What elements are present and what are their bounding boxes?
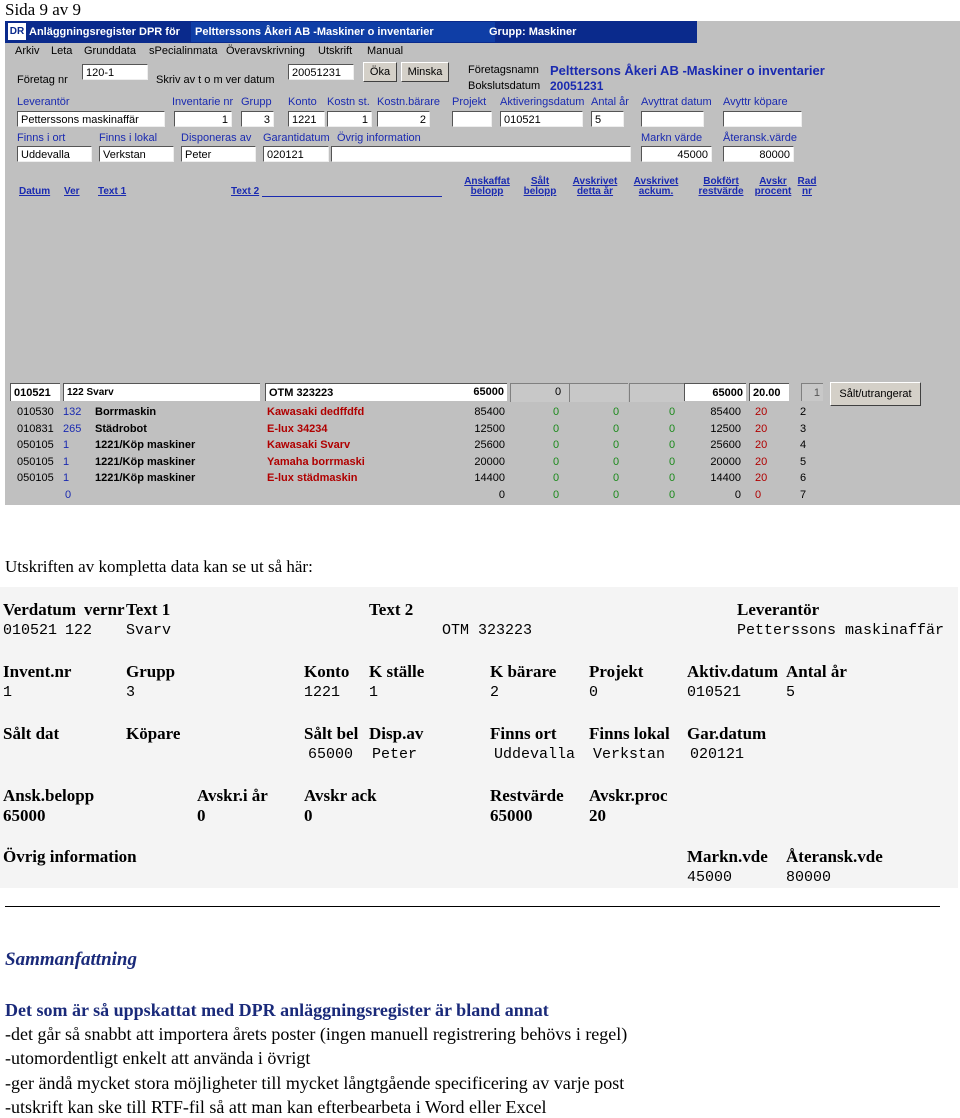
cell-avackum: 0 — [669, 422, 676, 435]
cell-salt: 0 — [553, 406, 560, 418]
edit-procent[interactable]: 20.00 — [749, 383, 789, 401]
cell-salt: 0 — [553, 422, 560, 435]
bokslutsdatum-label: Bokslutsdatum — [468, 80, 541, 92]
antal-ar-label: Antal år — [591, 96, 629, 108]
antal-ar-field[interactable]: 5 — [591, 111, 624, 127]
table-row[interactable] — [5, 487, 960, 503]
edit-ver-text1[interactable]: 122 Svarv — [63, 383, 260, 401]
cell-rad: 3 — [800, 422, 807, 435]
salt-utrangerat-button[interactable]: Sålt/utrangerat — [830, 382, 921, 406]
cell-salt: 0 — [553, 439, 560, 451]
cell-text2: E-lux 34234 — [267, 422, 328, 435]
cell-text2: Yamaha borrmaski — [267, 455, 365, 468]
p-leverantor-h: Leverantör — [737, 600, 820, 619]
window-company: Peltterssons Åkeri AB -Maskiner o inventarier — [195, 26, 434, 38]
p-ovrig-h: Övrig information — [3, 847, 137, 866]
skriv-input[interactable]: 20051231 — [288, 64, 354, 80]
summary-line: -ger ändå mycket stora möjligheter till mycket långtgående specificering av varje post — [5, 1073, 625, 1093]
p-text2-h: Text 2 — [369, 600, 414, 619]
p-dispav-h: Disp.av — [369, 724, 424, 743]
cell-bokf: 20000 — [710, 455, 741, 468]
col-salt: Sålt belopp — [523, 176, 557, 197]
cell-ansk: 14400 — [474, 472, 505, 484]
p-avskrack-h: Avskr ack — [304, 786, 377, 805]
p-ateransk-h: Återansk.vde — [786, 847, 883, 866]
cell-avdetta: 0 — [613, 422, 620, 435]
kostn-barare-field[interactable]: 2 — [377, 111, 430, 127]
cell-rad: 2 — [800, 406, 807, 418]
cell-ansk: 20000 — [474, 455, 505, 468]
p-avskriar-h: Avskr.i år — [197, 786, 268, 805]
cell-bokf: 12500 — [710, 422, 741, 435]
oka-button[interactable]: Öka — [363, 62, 397, 82]
inventarie-field[interactable]: 1 — [174, 111, 232, 127]
col-anskaffat: Anskaffat belopp — [464, 176, 510, 197]
window-title: Anläggningsregister DPR för — [29, 26, 180, 38]
minska-button[interactable]: Minska — [401, 62, 449, 82]
p-finnslokal-v: Verkstan — [593, 746, 666, 763]
edit-datum[interactable]: 010521 — [10, 383, 60, 401]
cell-salt: 0 — [553, 472, 560, 484]
avyttr-kopare-field[interactable] — [723, 111, 802, 127]
markn-varde-label: Markn värde — [641, 132, 703, 144]
p-avskrproc-h: Avskr.proc — [589, 786, 668, 805]
table-row[interactable] — [5, 470, 960, 486]
p-leverantor-v: Petterssons maskinaffär — [737, 622, 945, 639]
cell-ansk: 0 — [498, 488, 505, 501]
cell-bokf: 0 — [734, 488, 741, 501]
p-markn-v: 45000 — [687, 869, 733, 886]
table-row[interactable] — [5, 404, 960, 420]
app-window — [5, 21, 960, 505]
cell-avdetta: 0 — [613, 455, 620, 468]
kostn-st-label: Kostn st. — [327, 96, 370, 108]
cell-ver: 0 — [65, 488, 72, 501]
cell-text1: Städrobot — [95, 422, 147, 435]
p-projekt-v: 0 — [589, 684, 599, 701]
p-invent-h: Invent.nr — [3, 662, 72, 681]
cell-ansk: 25600 — [474, 439, 505, 451]
grupp-field[interactable]: 3 — [241, 111, 274, 127]
cell-text2: E-lux städmaskin — [267, 472, 358, 484]
col-datum: Datum — [19, 186, 51, 197]
konto-field[interactable]: 1221 — [288, 111, 325, 127]
leverantor-label: Leverantör — [17, 96, 70, 108]
cell-avdetta: 0 — [613, 406, 620, 418]
cell-avackum: 0 — [669, 455, 676, 468]
edit-text2[interactable]: OTM 323223 — [265, 383, 507, 401]
projekt-label: Projekt — [452, 96, 487, 108]
menu-grunddata[interactable]: Grunddata — [84, 45, 136, 57]
cell-ansk: 12500 — [474, 422, 505, 435]
p-finnslokal-h: Finns lokal — [589, 724, 670, 743]
cell-text2: Kawasaki dedffdfd — [267, 406, 365, 418]
p-avskrproc-v: 20 — [589, 806, 606, 825]
edit-rad: 1 — [801, 383, 823, 401]
aktiveringsdatum-label: Aktiveringsdatum — [500, 96, 585, 108]
col-text1: Text 1 — [98, 186, 127, 197]
window-group: Grupp: Maskiner — [489, 26, 577, 38]
printout-sample — [0, 587, 958, 888]
cell-salt: 0 — [553, 455, 560, 468]
p-aktiv-v: 010521 — [687, 684, 742, 701]
cell-text1: 1221/Köp maskiner — [95, 439, 196, 451]
p-ateransk-v: 80000 — [786, 869, 832, 886]
markn-varde-field[interactable]: 45000 — [641, 146, 712, 162]
cell-bokf: 25600 — [710, 439, 741, 451]
cell-datum: 050105 — [17, 455, 54, 468]
cell-bokf: 14400 — [710, 472, 741, 484]
cell-proc: 20 — [755, 422, 768, 435]
caption: Utskriften av kompletta data kan se ut så här: — [5, 557, 313, 576]
cell-datum: 050105 — [17, 472, 54, 484]
summary-heading: Sammanfattning — [5, 949, 137, 970]
projekt-field[interactable] — [452, 111, 492, 127]
finns-ort-label: Finns i ort — [17, 132, 66, 144]
p-invent-v: 1 — [3, 684, 13, 701]
cell-proc: 0 — [755, 488, 762, 501]
col-avskrivet-detta: Avskrivet detta år — [572, 176, 618, 197]
foretag-label: Företag nr — [17, 74, 68, 86]
aktiveringsdatum-field[interactable]: 010521 — [500, 111, 583, 127]
cell-text1: 1221/Köp maskiner — [95, 455, 196, 468]
cell-ver: 1 — [63, 439, 70, 451]
table-row[interactable] — [5, 454, 960, 470]
leverantor-field[interactable]: Petterssons maskinaffär — [17, 111, 165, 127]
cell-ver: 265 — [63, 422, 82, 435]
summary-lead: Det som är så uppskattat med DPR anläggningsregister är bland annat — [5, 1000, 549, 1020]
p-avskrack-v: 0 — [304, 806, 313, 825]
summary-line: -utomordentligt enkelt att använda i övrigt — [5, 1048, 311, 1068]
menu-leta[interactable]: Leta — [51, 45, 73, 57]
menu-manual[interactable]: Manual — [367, 45, 404, 57]
garantidatum-field[interactable]: 020121 — [263, 146, 329, 162]
divider — [5, 906, 940, 907]
app-icon: DR — [8, 23, 26, 40]
edit-anskaffat[interactable]: 65000 — [473, 386, 504, 398]
p-ansk-h: Ansk.belopp — [3, 786, 95, 805]
foretagsnamn-label: Företagsnamn — [468, 64, 539, 76]
grupp-label: Grupp — [241, 96, 272, 108]
avyttr-kopare-label: Avyttr köpare — [723, 96, 788, 108]
cell-rad: 6 — [800, 472, 807, 484]
p-antal-v: 5 — [786, 684, 796, 701]
avyttrat-datum-field[interactable] — [641, 111, 704, 127]
foretag-input[interactable]: 120-1 — [82, 64, 148, 80]
menu-utskrift[interactable]: Utskrift — [318, 45, 353, 57]
cell-proc: 20 — [755, 439, 768, 451]
ateransk-varde-label: Återansk.värde — [723, 132, 797, 144]
cell-text1: Borrmaskin — [95, 406, 157, 418]
menu-specialinmata[interactable]: sPecialinmata — [149, 45, 218, 57]
p-saltbel-v: 65000 — [308, 746, 354, 763]
inventarie-label: Inventarie nr — [172, 96, 234, 108]
cell-ver: 132 — [63, 406, 82, 418]
p-grupp-v: 3 — [126, 684, 136, 701]
foretagsnamn-value: Pelttersons Åkeri AB -Maskiner o inventarier — [550, 63, 825, 78]
cell-avackum: 0 — [669, 472, 676, 484]
finns-ort-field[interactable]: Uddevalla — [17, 146, 92, 162]
p-vernr-v: 122 — [65, 622, 93, 639]
cell-rad: 4 — [800, 439, 807, 451]
cell-proc: 20 — [755, 406, 768, 418]
table-row[interactable] — [5, 437, 960, 453]
p-antal-h: Antal år — [786, 662, 847, 681]
disponeras-av-label: Disponeras av — [181, 132, 252, 144]
cell-avackum: 0 — [669, 439, 676, 451]
cell-avdetta: 0 — [613, 488, 620, 501]
col-text2: Text 2 — [231, 186, 260, 197]
menu-arkiv[interactable]: Arkiv — [15, 45, 40, 57]
avyttrat-datum-label: Avyttrat datum — [641, 96, 712, 108]
p-finnsort-v: Uddevalla — [494, 746, 576, 763]
p-avskriar-v: 0 — [197, 806, 206, 825]
cell-datum: 050105 — [17, 439, 54, 451]
p-konto-v: 1221 — [304, 684, 341, 701]
p-kbarare-v: 2 — [490, 684, 500, 701]
p-gardatum-v: 020121 — [690, 746, 745, 763]
cell-datum: 010530 — [17, 406, 54, 418]
cell-ver: 1 — [63, 472, 70, 484]
col-avskr-proc: Avskr procent — [754, 176, 792, 197]
cell-avdetta: 0 — [613, 472, 620, 484]
p-kstalle-v: 1 — [369, 684, 379, 701]
p-finnsort-h: Finns ort — [490, 724, 557, 743]
p-kopare-h: Köpare — [126, 724, 181, 743]
skriv-label: Skriv av t o m ver datum — [156, 74, 275, 86]
cell-proc: 20 — [755, 472, 768, 484]
p-gardatum-h: Gar.datum — [687, 724, 767, 743]
ovrig-info-field[interactable] — [331, 146, 631, 162]
col-avskrivet-ackum: Avskrivet ackum. — [633, 176, 679, 197]
finns-lokal-field[interactable]: Verkstan — [99, 146, 174, 162]
cell-avackum: 0 — [669, 406, 676, 418]
p-konto-h: Konto — [304, 662, 350, 681]
ateransk-varde-field[interactable]: 80000 — [723, 146, 794, 162]
p-saltbel-h: Sålt bel — [304, 724, 359, 743]
p-text2-v: OTM 323223 — [442, 622, 533, 639]
p-restvarde-h: Restvärde — [490, 786, 564, 805]
p-kbarare-h: K bärare — [490, 662, 557, 681]
p-text1-v: Svarv — [126, 622, 172, 639]
p-projekt-h: Projekt — [589, 662, 644, 681]
p-markn-h: Markn.vde — [687, 847, 768, 866]
col-rad: Rad nr — [797, 176, 817, 197]
edit-salt[interactable]: 0 — [555, 386, 562, 398]
p-verdatum-h: Verdatum — [3, 600, 77, 619]
kostn-st-field[interactable]: 1 — [327, 111, 372, 127]
p-verdatum-v: 010521 — [3, 622, 58, 639]
cell-bokf: 85400 — [710, 406, 741, 418]
menu-overavskrivning[interactable]: Överavskrivning — [226, 45, 305, 57]
edit-bokfort[interactable]: 65000 — [684, 383, 746, 401]
cell-proc: 20 — [755, 455, 768, 468]
garantidatum-label: Garantidatum — [263, 132, 330, 144]
cell-text2: Kawasaki Svarv — [267, 439, 351, 451]
summary-line: -det går så snabbt att importera årets poster (ingen manuell registrering behövs i regel) — [5, 1024, 628, 1044]
cell-ver: 1 — [63, 455, 70, 468]
cell-rad: 5 — [800, 455, 807, 468]
p-aktiv-h: Aktiv.datum — [687, 662, 779, 681]
cell-rad: 7 — [800, 488, 807, 501]
page-header: Sida 9 av 9 — [5, 0, 82, 19]
p-kstalle-h: K ställe — [369, 662, 425, 681]
disponeras-av-field[interactable]: Peter — [181, 146, 256, 162]
cell-datum: 010831 — [17, 422, 54, 435]
cell-salt: 0 — [553, 488, 560, 501]
p-restvarde-v: 65000 — [490, 806, 533, 825]
bokslutsdatum-value: 20051231 — [550, 79, 604, 93]
p-dispav-v: Peter — [372, 746, 418, 763]
cell-avdetta: 0 — [613, 439, 620, 451]
col-ver: Ver — [64, 186, 80, 197]
ovrig-info-label: Övrig information — [337, 132, 421, 144]
p-text1-h: Text 1 — [126, 600, 171, 619]
summary-line: -utskrift kan ske till RTF-fil så att man kan efterbearbeta i Word eller Excel — [5, 1097, 547, 1117]
konto-label: Konto — [288, 96, 317, 108]
table-row[interactable] — [5, 421, 960, 437]
kostn-barare-label: Kostn.bärare — [377, 96, 440, 108]
col-bokfort: Bokfört restvärde — [698, 176, 744, 197]
finns-lokal-label: Finns i lokal — [99, 132, 158, 144]
cell-text1: 1221/Köp maskiner — [95, 472, 196, 484]
p-vernr-h: vernr — [84, 600, 125, 619]
cell-ansk: 85400 — [474, 406, 505, 418]
p-saltdat-h: Sålt dat — [3, 724, 60, 743]
cell-avackum: 0 — [669, 488, 676, 501]
p-grupp-h: Grupp — [126, 662, 176, 681]
p-ansk-v: 65000 — [3, 806, 46, 825]
